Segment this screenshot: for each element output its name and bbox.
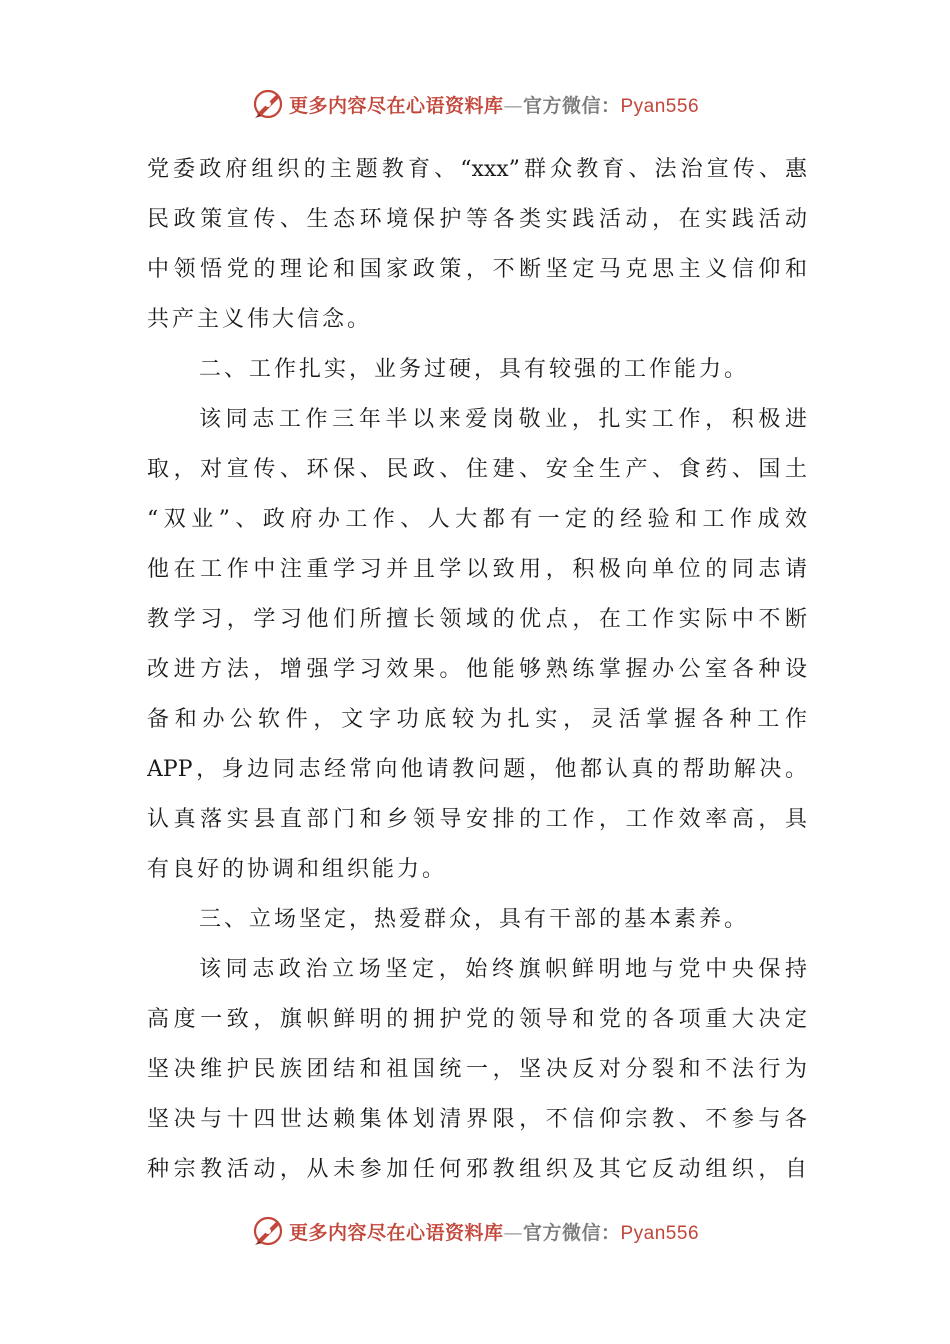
header-watermark-banner (0, 84, 950, 124)
banner-wechat-label: 官方微信： (522, 1221, 621, 1244)
text-line: 坚决与十四世达赖集体划清界限，不信仰宗教、不参与各 (147, 1107, 807, 1132)
text-line: 三、立场坚定，热爱群众，具有干部的基本素养。 (199, 907, 750, 932)
banner-text (289, 91, 699, 118)
text-line: “双业”、政府办工作、人大都有一定的经验和工作成效 (147, 507, 807, 532)
text-line: 有良好的协调和组织能力。 (147, 857, 448, 882)
text-line: 民政策宣传、生态环境保护等各类实践活动，在实践活动 (147, 207, 807, 232)
document-body (147, 145, 807, 1195)
text-line: 认真落实县直部门和乡领导安排的工作，工作效率高，具 (147, 807, 807, 832)
banner-wechat-label: 官方微信： (522, 94, 621, 117)
text-line: 二、工作扎实，业务过硬，具有较强的工作能力。 (199, 357, 750, 382)
text-line: 党委政府组织的主题教育、“xxx”群众教育、法治宣传、惠 (147, 157, 807, 182)
text-line: 高度一致，旗帜鲜明的拥护党的领导和党的各项重大决定 (147, 1007, 807, 1032)
banner-text (289, 1218, 699, 1245)
banner-wechat-id: Pyan556 (620, 95, 700, 117)
text-line: 取，对宣传、环保、民政、住建、安全生产、食药、国土 (147, 457, 807, 482)
text-line: 该同志政治立场坚定，始终旗帜鲜明地与党中央保持 (199, 957, 807, 982)
text-line: 种宗教活动，从未参加任何邪教组织及其它反动组织，自 (147, 1157, 807, 1182)
text-line: 教学习，学习他们所擅长领域的优点，在工作实际中不断 (147, 607, 807, 632)
banner-dash: — (503, 1221, 523, 1244)
text-line: 共产主义伟大信念。 (147, 307, 373, 332)
footer-watermark-banner (0, 1211, 950, 1251)
text-line: 该同志工作三年半以来爱岗敬业，扎实工作，积极进 (199, 407, 807, 432)
text-line: 备和办公软件，文字功底较为扎实，灵活掌握各种工作 (147, 707, 807, 732)
banner-wechat-id: Pyan556 (620, 1222, 700, 1244)
banner-dash: — (503, 94, 523, 117)
banner-title: 更多内容尽在心语资料库 (288, 1221, 504, 1244)
pen-seal-logo-icon (251, 87, 285, 121)
text-line: 中领悟党的理论和国家政策，不断坚定马克思主义信仰和 (147, 257, 807, 282)
banner-title: 更多内容尽在心语资料库 (288, 94, 504, 117)
footer-banner-inner (251, 1214, 699, 1248)
text-line: APP，身边同志经常向他请教问题，他都认真的帮助解决。 (147, 757, 807, 782)
text-line: 改进方法，增强学习效果。他能够熟练掌握办公室各种设 (147, 657, 807, 682)
text-line: 坚决维护民族团结和祖国统一，坚决反对分裂和不法行为 (147, 1057, 807, 1082)
text-line: 他在工作中注重学习并且学以致用，积极向单位的同志请 (147, 557, 807, 582)
header-banner-inner (251, 87, 699, 121)
pen-seal-logo-icon (251, 1214, 285, 1248)
